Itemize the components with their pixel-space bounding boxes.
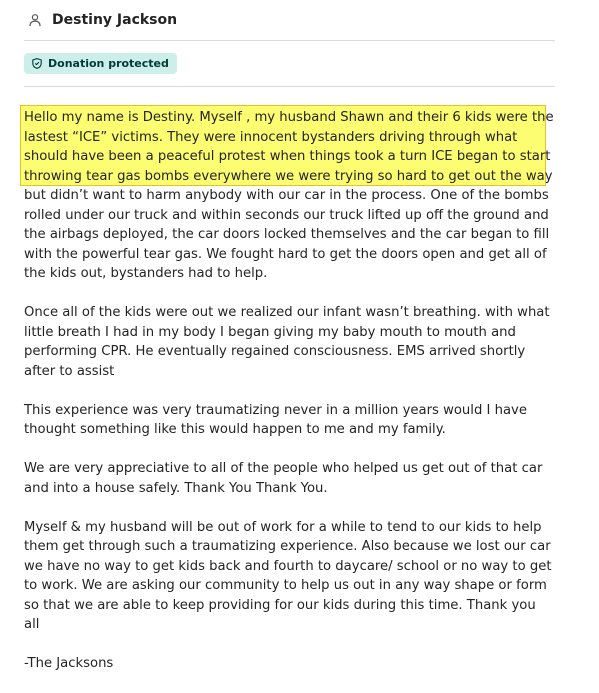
divider [24, 86, 555, 87]
donation-protected-badge[interactable] [24, 53, 177, 74]
fundraiser-story-section [24, 0, 555, 693]
story-body [24, 108, 555, 674]
story-paragraph-text: Hello my name is Destiny. Myself , my husband Shawn and their 6 kids were the lastest “ICE” victims. They were innocent bystanders driving through what should have been a peaceful protest when things took a turn ICE began to start throwing tear gas bombs everywhere we were trying so hard to get out the way but didn’t want to harm anybody with our car in the process. One of the bombs rolled under our truck and within seconds our truck lifted up off the ground and the airbags deployed, the car doors locked themselves and the car began to fill with the powerful tear gas. We fought hard to get the doors open and get all of the kids out, bystanders had to help. [24, 110, 554, 281]
story-signature: -The Jacksons [24, 656, 114, 671]
badge-label: Donation protected [48, 56, 169, 70]
organizer-name[interactable]: Destiny Jackson [52, 12, 178, 28]
person-icon [28, 13, 42, 27]
story-paragraph: Once all of the kids were out we realized our infant wasn’t breathing. with what little breath I had in my body I began giving my baby mouth to mouth and performing CPR. He eventually regained consciousness. EMS arrived shortly after to assist [24, 305, 550, 379]
shield-icon [32, 58, 42, 69]
story-paragraph: This experience was very traumatizing never in a million years would I have thought something like this would happen to me and my family. [24, 402, 527, 437]
organizer-row[interactable] [24, 0, 555, 40]
story-paragraph: We are very appreciative to all of the people who helped us get out of that car and into a house safely. Thank You Thank You. [24, 461, 543, 496]
badge-row [24, 41, 555, 86]
story-paragraph [24, 108, 555, 284]
story-paragraph: Myself & my husband will be out of work for a while to tend to our kids to help them get through such a traumatizing experience. Also because we lost our car we have no way to get kids back and fourth to daycare/ school or no way to get to work. We are asking our community to help us out in any way shape or form so that we are able to keep providing for our kids during this time. Thank you all [24, 519, 552, 632]
